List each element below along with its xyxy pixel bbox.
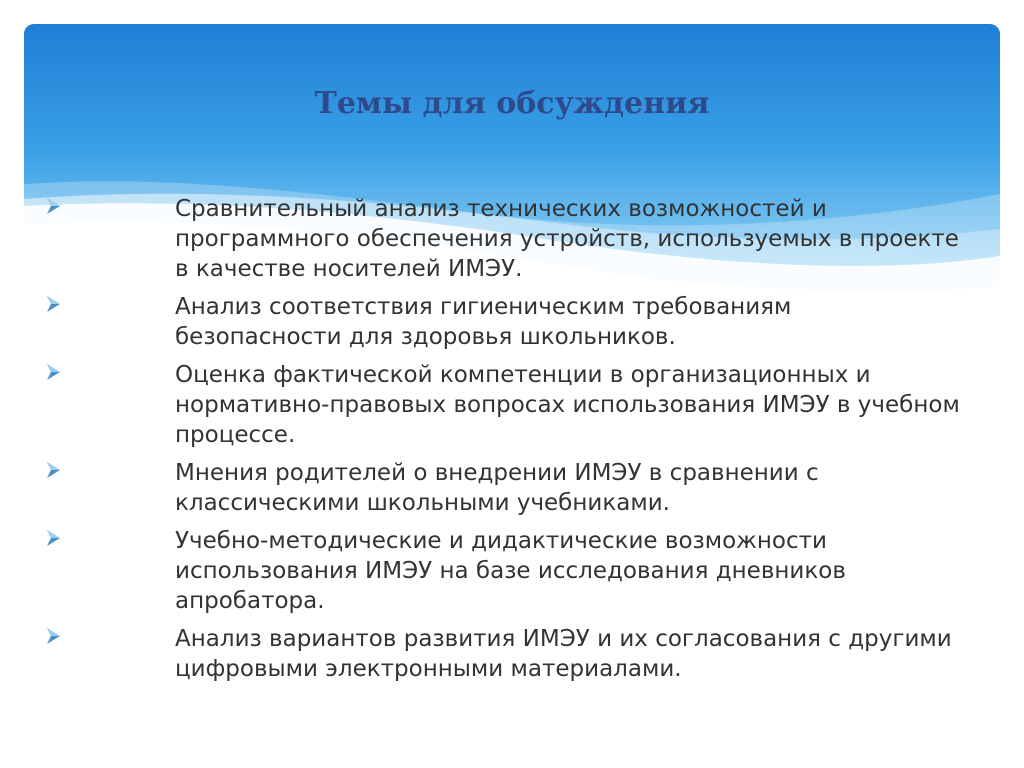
list-item xyxy=(0,292,1024,352)
list-item xyxy=(0,194,1024,284)
arrowhead-bullet-icon xyxy=(43,196,63,216)
bullet-text: Учебно-методические и дидактические возможности использования ИМЭУ на базе исследования дневников апробатора. xyxy=(175,528,846,614)
slide-title: Темы для обсуждения xyxy=(314,86,710,121)
bullet-text: Сравнительный анализ технических возможностей и программного обеспечения устройств, используемых в проекте в качестве носителей ИМЭУ. xyxy=(175,196,959,282)
list-item xyxy=(0,624,1024,684)
bullet-text: Анализ вариантов развития ИМЭУ и их согласования с другими цифровыми электронными материалами. xyxy=(175,626,952,682)
list-item xyxy=(0,360,1024,450)
list-item xyxy=(0,526,1024,616)
arrowhead-bullet-icon xyxy=(43,626,63,646)
bullet-text: Мнения родителей о внедрении ИМЭУ в сравнении с классическими школьными учебниками. xyxy=(175,460,819,516)
arrowhead-bullet-icon xyxy=(43,362,63,382)
list-item xyxy=(0,458,1024,518)
bullet-list xyxy=(0,194,1024,692)
arrowhead-bullet-icon xyxy=(43,460,63,480)
bullet-text: Оценка фактической компетенции в организационных и нормативно-правовых вопросах использования ИМЭУ в учебном процессе. xyxy=(175,362,960,448)
arrowhead-bullet-icon xyxy=(43,294,63,314)
bullet-text: Анализ соответствия гигиеническим требованиям безопасности для здоровья школьников. xyxy=(175,294,792,350)
arrowhead-bullet-icon xyxy=(43,528,63,548)
